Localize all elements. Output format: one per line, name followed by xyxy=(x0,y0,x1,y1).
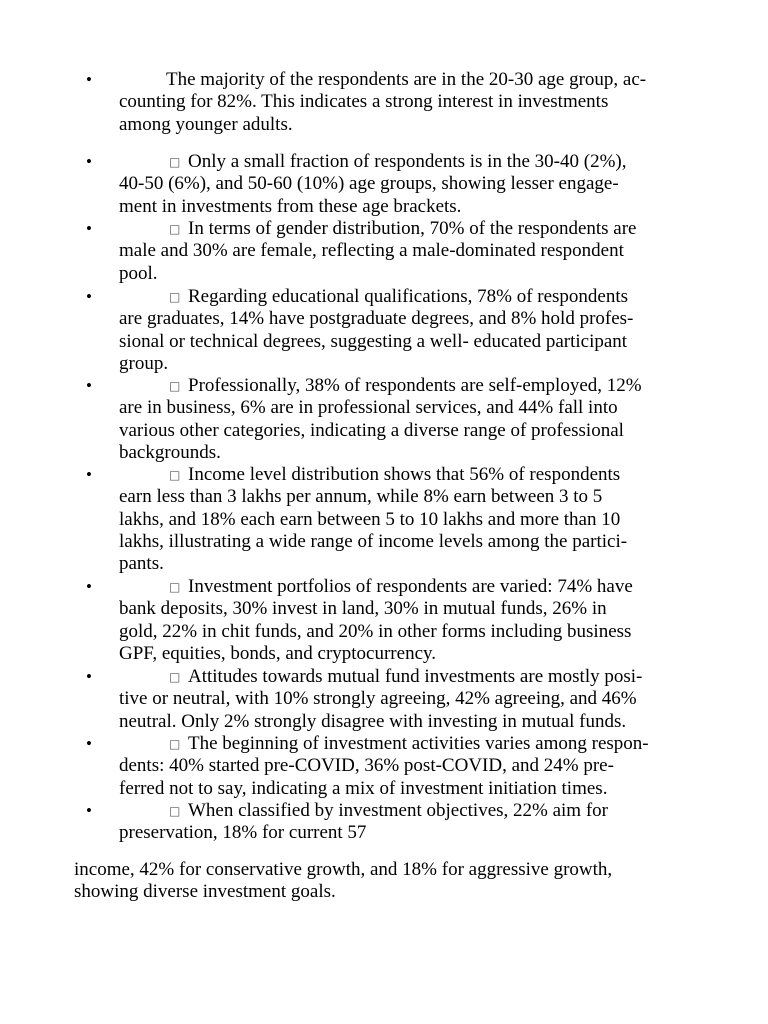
text-line: bank deposits, 30% invest in land, 30% in mutual funds, 26% in xyxy=(119,598,607,620)
text-line: income, 42% for conservative growth, and 18% for aggressive growth, xyxy=(74,859,613,880)
bullet-marker: • xyxy=(86,70,92,89)
text-line xyxy=(119,375,768,397)
text-line: group. xyxy=(119,352,169,374)
missing-glyph-icon: □ xyxy=(169,468,181,482)
text-line-content: Professionally, 38% of respondents are self-employed, 12% xyxy=(188,375,642,396)
bullet-item-portfolios xyxy=(0,576,768,665)
text-line-content: When classified by investment objectives, 22% aim for xyxy=(188,800,608,821)
text-line: preservation, 18% for current 57 xyxy=(119,822,367,844)
bullet-marker: • xyxy=(86,667,92,686)
closing-paragraph xyxy=(74,859,612,904)
missing-glyph-icon: □ xyxy=(169,737,181,751)
bullet-item-age-fractions xyxy=(0,151,768,218)
missing-glyph-icon: □ xyxy=(169,580,181,594)
missing-glyph-icon: □ xyxy=(169,290,181,304)
text-line xyxy=(119,576,768,598)
text-line: backgrounds. xyxy=(119,441,221,463)
text-line: are graduates, 14% have postgraduate degrees, and 8% hold profes- xyxy=(119,308,634,330)
text-line: showing diverse investment goals. xyxy=(74,881,336,903)
text-line: dents: 40% started pre-COVID, 36% post-COVID, and 24% pre- xyxy=(119,755,614,777)
text-line: earn less than 3 lakhs per annum, while 8% earn between 3 to 5 xyxy=(119,486,603,508)
text-line xyxy=(119,666,768,688)
text-line xyxy=(119,733,768,755)
text-line xyxy=(119,151,768,173)
text-line: ferred not to say, indicating a mix of investment initiation times. xyxy=(119,777,608,799)
text-line: 40-50 (6%), and 50-60 (10%) age groups, showing lesser engage- xyxy=(119,173,619,195)
text-line: male and 30% are female, reflecting a male-dominated respondent xyxy=(119,240,624,262)
bullet-item-income xyxy=(0,464,768,575)
text-line: ment in investments from these age brackets. xyxy=(119,195,462,217)
bullet-marker: • xyxy=(86,801,92,820)
text-line xyxy=(119,464,768,486)
bullet-item-beginning xyxy=(0,733,768,800)
text-line-content: In terms of gender distribution, 70% of the respondents are xyxy=(188,218,637,239)
text-line: sional or technical degrees, suggesting a well- educated participant xyxy=(119,330,628,352)
bullet-item-attitudes xyxy=(0,666,768,733)
text-line: GPF, equities, bonds, and cryptocurrency. xyxy=(119,642,437,664)
text-line: pants. xyxy=(119,553,164,575)
bullet-marker: • xyxy=(86,219,92,238)
missing-glyph-icon: □ xyxy=(169,155,181,169)
bullet-item-gender xyxy=(0,218,768,285)
text-line: gold, 22% in chit funds, and 20% in other forms including business xyxy=(119,620,632,642)
bullet-item-education xyxy=(0,286,768,375)
bullet-marker: • xyxy=(86,734,92,753)
bullet-item-profession xyxy=(0,375,768,464)
text-line-content: The beginning of investment activities varies among respon- xyxy=(188,733,649,754)
text-line: pool. xyxy=(119,262,158,284)
text-line: The majority of the respondents are in the 20-30 age group, ac- xyxy=(166,69,647,90)
text-line-content: Attitudes towards mutual fund investments are mostly posi- xyxy=(188,666,643,687)
bullet-marker: • xyxy=(86,152,92,171)
text-line: tive or neutral, with 10% strongly agreeing, 42% agreeing, and 46% xyxy=(119,688,637,710)
text-line xyxy=(119,800,768,822)
text-line-content: Regarding educational qualifications, 78% of respondents xyxy=(188,286,629,307)
text-line: lakhs, and 18% each earn between 5 to 10 lakhs and more than 10 xyxy=(119,508,621,530)
bullet-item-age-group xyxy=(0,69,768,136)
text-line xyxy=(119,218,768,240)
bullet-item-objectives xyxy=(0,800,768,845)
bullet-marker: • xyxy=(86,376,92,395)
text-line xyxy=(119,286,768,308)
text-line-content: Income level distribution shows that 56% of respondents xyxy=(188,464,621,485)
text-line-content: Investment portfolios of respondents are varied: 74% have xyxy=(188,576,633,597)
text-line: various other categories, indicating a diverse range of professional xyxy=(119,419,624,441)
missing-glyph-icon: □ xyxy=(169,379,181,393)
text-line: lakhs, illustrating a wide range of income levels among the partici- xyxy=(119,530,628,552)
text-line: among younger adults. xyxy=(119,113,293,135)
missing-glyph-icon: □ xyxy=(169,222,181,236)
missing-glyph-icon: □ xyxy=(169,670,181,684)
text-line-content: Only a small fraction of respondents is in the 30-40 (2%), xyxy=(188,151,627,172)
bullet-marker: • xyxy=(86,287,92,306)
bullet-marker: • xyxy=(86,577,92,596)
missing-glyph-icon: □ xyxy=(169,804,181,818)
text-line: are in business, 6% are in professional services, and 44% fall into xyxy=(119,397,618,419)
text-line: counting for 82%. This indicates a strong interest in investments xyxy=(119,91,609,113)
text-line: neutral. Only 2% strongly disagree with investing in mutual funds. xyxy=(119,710,627,732)
bullet-marker: • xyxy=(86,465,92,484)
